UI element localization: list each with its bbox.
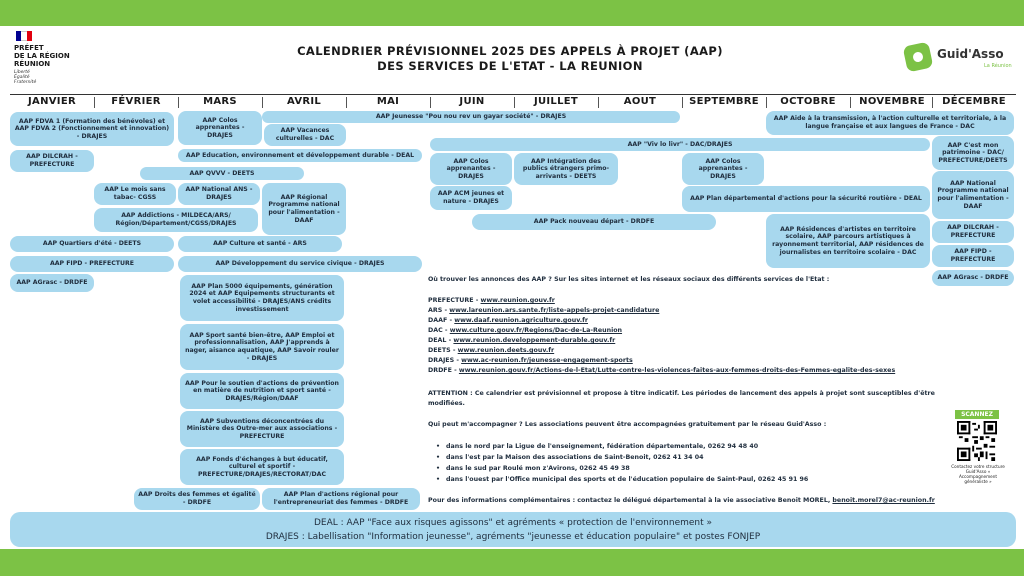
months-rule [10,94,1016,95]
month-fevrier: FÉVRIER [111,96,161,107]
aap-quartiers-ete: AAP Quartiers d'été - DEETS [10,236,174,252]
aap-pack-depart: AAP Pack nouveau départ - DRDFE [472,214,716,230]
prefet-line-3: RÉUNION [14,60,51,68]
link-ars[interactable]: www.lareunion.ars.sante.fr/liste-appels-projet-candidature [449,307,660,314]
aap-patrimoine: AAP C'est mon patrimoine - DAC/ PREFECTURE/DEETS [932,136,1014,170]
month-novembre: NOVEMBRE [859,96,925,107]
link-row-deets [428,346,554,355]
aap-sport-sante: AAP Sport santé bien-être, AAP Emploi et professionnalisation, AAP J'apprends à nager, aisance aquatique, AAP Savoir rouler - DRAJES [180,324,344,370]
month-mars: MARS [203,96,237,107]
aap-nutrition: AAP Pour le soutien d'actions de prévention en matière de nutrition et sport santé - DRAJES/Région/DAAF [180,373,344,409]
bullet-ouest: • dans l'ouest par l'Office municipal des sports et de l'éducation populaire de Saint-Paul, 0262 45 91 96 [436,475,808,484]
bottom-green-band [0,549,1024,576]
bullet-nord: • dans le nord par la Ligue de l'enseignement, fédération départementale, 0262 94 48 40 [436,442,758,451]
month-divider [850,97,851,108]
link-drajes[interactable]: www.ac-reunion.fr/jeunesse-engagement-sports [461,357,633,364]
aap-colos-juin: AAP Colos apprenantes - DRAJES [430,153,512,185]
month-divider [682,97,683,108]
attention-line-1: ATTENTION : Ce calendrier est prévisionnel et propose à titre indicatif. Les périodes de lancement des appels à projet sont susceptibles d'être [428,390,935,397]
info-where: Où trouver les annonces des AAP ? Sur les sites internet et les réseaux sociaux des différents services de l'Etat : [428,276,830,283]
prefet-logo [14,31,84,91]
aap-droits-femmes: AAP Droits des femmes et égalité - DRDFE [134,488,260,510]
prefet-line-1: PRÉFET [14,44,44,52]
bullet-est: • dans l'est par la Maison des associations de Saint-Benoit, 0262 41 34 04 [436,453,703,462]
bottom-panel [10,512,1016,547]
aap-fdva: AAP FDVA 1 (Formation des bénévoles) et AAP FDVA 2 (Fonctionnement et innovation) - DRAJES [10,112,174,146]
guid-asso-logo-icon [903,42,934,73]
aap-dilcrah-jan: AAP DILCRAH - PREFECTURE [10,150,94,172]
aap-agrasc-jan: AAP AGrasc - DRDFE [10,274,94,292]
aap-regional-pna: AAP Régional Programme national pour l'alimentation - DAAF [262,183,346,235]
top-green-band [0,0,1024,26]
link-drdfe[interactable]: www.reunion.gouv.fr/Actions-de-l-Etat/Lutte-contre-les-violences-faites-aux-femmes-droits-des-Femmes-egalite-des-sexes [458,367,896,374]
month-decembre: DÉCEMBRE [942,96,1006,107]
link-label: DAC - [428,327,450,334]
page-title [180,44,840,74]
month-janvier: JANVIER [28,96,76,107]
month-aout: AOUT [623,96,657,107]
contact-text: Pour des informations complémentaires : contactez le délégué départemental à la vie associative Benoit MOREL, [428,497,833,504]
title-line-2: DES SERVICES DE L'ETAT - LA REUNION [377,59,643,73]
aap-qvv: AAP QVVV - DEETS [140,167,304,180]
aap-residences: AAP Résidences d'artistes en territoire scolaire, AAP parcours artistiques à rayonnement territorial, AAP résidences de journalistes en territoire scolaire - DAC [766,214,930,268]
link-label: PREFECTURE - [428,297,481,304]
link-row-dac [428,326,622,335]
month-divider [932,97,933,108]
motto-1: Liberté [14,70,30,75]
aap-vacances-culturelles: AAP Vacances culturelles - DAC [264,124,346,146]
aap-sans-tabac: AAP Le mois sans tabac- CGSS [94,183,176,205]
month-divider [514,97,515,108]
month-divider [430,97,431,108]
aap-acm: AAP ACM jeunes et nature - DRAJES [430,186,512,210]
aap-viv-lo-livr: AAP "Viv lo livr" - DAC/DRAJES [430,138,930,151]
link-label: DAAF - [428,317,455,324]
month-mai: MAI [376,96,400,107]
aap-colos-mars: AAP Colos apprenantes - DRAJES [178,111,262,145]
link-dac[interactable]: www.culture.gouv.fr/Regions/Dac-de-La-Reunion [449,327,623,334]
aap-agrasc-dec: AAP AGrasc - DRDFE [932,270,1014,286]
link-daaf[interactable]: www.daaf.reunion.agriculture.gouv.fr [454,317,589,324]
month-divider [262,97,263,108]
attention-line-2: modifiées. [428,400,465,407]
link-label: DEETS - [428,347,458,354]
aap-aide-transmission: AAP Aide à la transmission, à l'action culturelle et territoriale, à la langue française et aux langues de France - DAC [766,111,1014,135]
link-deal[interactable]: www.reunion.developpement-durable.gouv.fr [453,337,616,344]
aap-dilcrah-dec: AAP DILCRAH - PREFECTURE [932,221,1014,243]
link-row-daaf [428,316,588,325]
month-divider [766,97,767,108]
link-label: DRAJES - [428,357,462,364]
guid-asso-name: Guid'Asso [937,47,1004,61]
link-prefecture[interactable]: www.reunion.gouv.fr [480,297,555,304]
aap-integration: AAP Intégration des publics étrangers primo-arrivants - DEETS [514,153,618,185]
month-divider [598,97,599,108]
aap-subventions: AAP Subventions déconcentrées du Ministère des Outre-mer aux associations - PREFECTURE [180,411,344,447]
link-label: ARS - [428,307,450,314]
link-row-drajes [428,356,633,365]
french-flag-icon [16,31,32,41]
aap-colos-sept: AAP Colos apprenantes - DRAJES [682,153,764,185]
aap-securite-routiere: AAP Plan départemental d'actions pour la sécurité routière - DEAL [682,186,930,212]
link-deets[interactable]: www.reunion.deets.gouv.fr [457,347,555,354]
aap-fonds-echanges: AAP Fonds d'échanges à but éducatif, culturel et sportif - PREFECTURE/DRAJES/RECTORAT/DAC [180,449,344,485]
aap-pna-dec: AAP National Programme national pour l'alimentation - DAAF [932,171,1014,219]
aap-entrepreneuriat-femmes: AAP Plan d'actions régional pour l'entrepreneuriat des femmes - DRDFE [262,488,420,510]
link-row-prefecture [428,296,555,305]
aap-jeunesse: AAP Jeunesse "Pou nou rev un gayar société" - DRAJES [262,111,680,123]
contact-email-link[interactable]: benoit.morel7@ac-reunion.fr [832,497,935,504]
bottom-line-1: DEAL : AAP "Face aux risques agissons" et agréments « protection de l'environnement » [313,518,713,528]
link-row-ars [428,306,659,315]
aap-education-env: AAP Education, environnement et développement durable - DEAL [178,149,422,162]
link-label: DEAL - [428,337,454,344]
scan-label: SCANNEZ [955,410,999,419]
link-row-deal [428,336,615,345]
month-divider [94,97,95,108]
aap-national-ans: AAP National ANS - DRAJES [178,183,260,205]
motto-3: Fraternité [14,80,37,85]
bottom-line-2: DRAJES : Labellisation "Information jeunesse", agréments "jeunesse et éducation populaire" et postes FONJEP [265,532,761,542]
aap-addictions: AAP Addictions - MILDECA/ARS/ Région/Département/CGSS/DRAJES [94,208,258,232]
link-row-drdfe [428,366,895,375]
aap-culture-sante: AAP Culture et santé - ARS [178,236,342,252]
qr-code-icon[interactable] [957,421,997,461]
month-octobre: OCTOBRE [780,96,836,107]
month-divider [346,97,347,108]
guid-asso-logo [905,44,1015,74]
month-juillet: JUILLET [533,96,579,107]
bullet-sud: • dans le sud par Roulé mon z'Avirons, 0262 45 49 38 [436,464,630,473]
aap-plan-5000: AAP Plan 5000 équipements, génération 2024 et AAP Equipements structurants et volet accessibilité - DRAJES/ANS crédits investissement [180,275,344,321]
accompany-text: Qui peut m'accompagner ? Les associations peuvent être accompagnées gratuitement par le réseau Guid'Asso : [428,421,827,428]
contact-line [428,496,935,505]
link-label: DRDFE - [428,367,459,374]
qr-caption: Contactez votre structure Guid'Asso « Accompagnement généraliste » [951,464,1005,484]
month-juin: JUIN [459,96,485,107]
prefet-line-2: DE LA RÉGION [14,52,70,60]
month-divider [178,97,179,108]
guid-asso-sub: La Réunion [984,63,1012,69]
aap-fipd-jan: AAP FIPD - PREFECTURE [10,256,174,272]
aap-service-civique: AAP Développement du service civique - DRAJES [178,256,422,272]
motto-2: Égalité [14,75,30,80]
title-line-1: CALENDRIER PRÉVISIONNEL 2025 DES APPELS À PROJET (AAP) [297,44,723,58]
month-septembre: SEPTEMBRE [689,96,759,107]
month-avril: AVRIL [286,96,322,107]
aap-fipd-dec: AAP FIPD - PREFECTURE [932,245,1014,267]
